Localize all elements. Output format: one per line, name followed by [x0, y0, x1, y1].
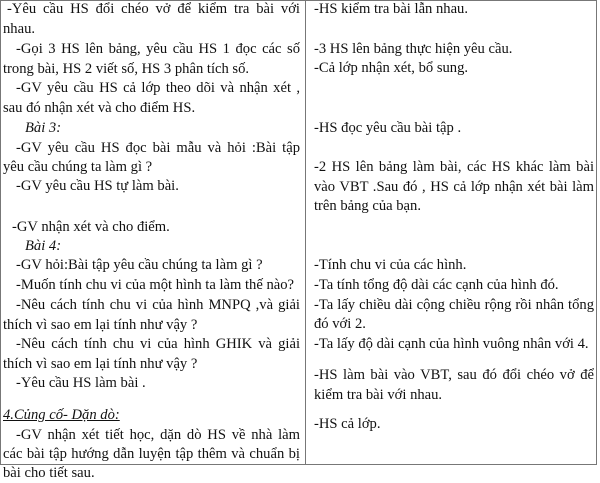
- teacher-activity-text-line: -GV hỏi:Bài tập yêu cầu chúng ta làm gì ?: [16, 257, 263, 273]
- teacher-activity-text-line: -GV nhận xét và cho điểm.: [12, 219, 170, 235]
- student-activity-text-line: -Cả lớp nhận xét, bổ sung.: [314, 60, 469, 76]
- teacher-activity-text-line: -GV yêu cầu HS cả lớp theo dõi và nhận xét ,: [16, 80, 300, 96]
- teacher-activity-text-line: -GV yêu cầu HS tự làm bài.: [16, 178, 179, 194]
- student-activity-text-line: -HS kiểm tra bài lẫn nhau.: [314, 1, 469, 17]
- student-activity-text-line: kiểm tra bài với nhau.: [314, 387, 443, 403]
- student-activity-text-line: vào VBT .Sau đó , HS cả lớp nhận xét bài làm: [314, 179, 594, 195]
- teacher-activity-text-line: -Yêu cầu HS đổi chéo vở để kiểm tra bài với: [7, 1, 300, 17]
- teacher-activity-text-line: trong bài, HS 2 viết số, HS 3 phân tích số.: [3, 61, 250, 77]
- teacher-activity-text-line: Bài 4:: [25, 238, 62, 254]
- student-activity-text-line: -Tính chu vi của các hình.: [314, 257, 467, 273]
- teacher-activity-text-line: -GV nhận xét tiết học, dặn dò HS về nhà làm: [16, 427, 300, 443]
- student-activity-text-line: -HS cả lớp.: [314, 416, 381, 432]
- student-activity-text-line: -3 HS lên bảng thực hiện yêu cầu.: [314, 41, 513, 57]
- teacher-activity-text-line: thích vì sao em lại tính như vậy ?: [3, 356, 198, 372]
- teacher-activity-text-line: -Nêu cách tính chu vi của hình GHIK và giải: [16, 336, 300, 352]
- student-activity-text-line: -HS đọc yêu cầu bài tập .: [314, 120, 462, 136]
- student-activity-text-line: -2 HS lên bảng làm bài, các HS khác làm bài: [314, 159, 594, 175]
- student-activity-text-line: -Ta lấy chiều dài cộng chiều rộng rồi nhân tổng: [314, 297, 594, 313]
- teacher-activity-text-line: yêu cầu chúng ta làm gì ?: [3, 159, 153, 175]
- teacher-activity-text-line: Bài 3:: [25, 120, 62, 136]
- student-activities-column: [306, 1, 596, 464]
- teacher-activity-text-line: -Gọi 3 HS lên bảng, yêu cầu HS 1 đọc các số: [16, 41, 300, 57]
- teacher-activity-text-line: -Nêu cách tính chu vi của hình MNPQ ,và giải: [16, 297, 300, 313]
- student-activity-text-line: -HS làm bài vào VBT, sau đó đổi chéo vở để: [314, 367, 594, 383]
- student-activity-text-line: -Ta tính tổng độ dài các cạnh của hình đó.: [314, 277, 559, 293]
- student-activity-text-line: trên bảng của bạn.: [314, 198, 421, 214]
- teacher-activity-text-line: sau đó nhận xét và cho điểm HS.: [3, 100, 196, 116]
- student-activity-text-line: đó với 2.: [314, 316, 366, 332]
- student-activity-text-line: -Ta lấy độ dài cạnh của hình vuông nhân với 4.: [314, 336, 589, 352]
- teacher-activity-text-line: -Yêu cầu HS làm bài .: [16, 375, 146, 391]
- teacher-activity-text-line: các bài tập hướng dẫn luyện tập thêm và chuẩn bị: [3, 446, 300, 462]
- teacher-activities-column: [1, 1, 306, 481]
- teacher-activity-text-line: -Muốn tính chu vi của một hình ta làm thế nào?: [16, 277, 295, 293]
- teacher-activity-text-line: bài cho tiết sau.: [3, 465, 95, 481]
- teacher-activity-text-line: -GV yêu cầu HS đọc bài mẫu và hỏi :Bài tập: [16, 140, 300, 156]
- teacher-activity-text-line: nhau.: [3, 21, 36, 37]
- teacher-activity-text-line: thích vì sao em lại tính như vậy ?: [3, 317, 198, 333]
- teacher-activity-text-line: 4.Củng cố- Dặn dò:: [3, 407, 120, 423]
